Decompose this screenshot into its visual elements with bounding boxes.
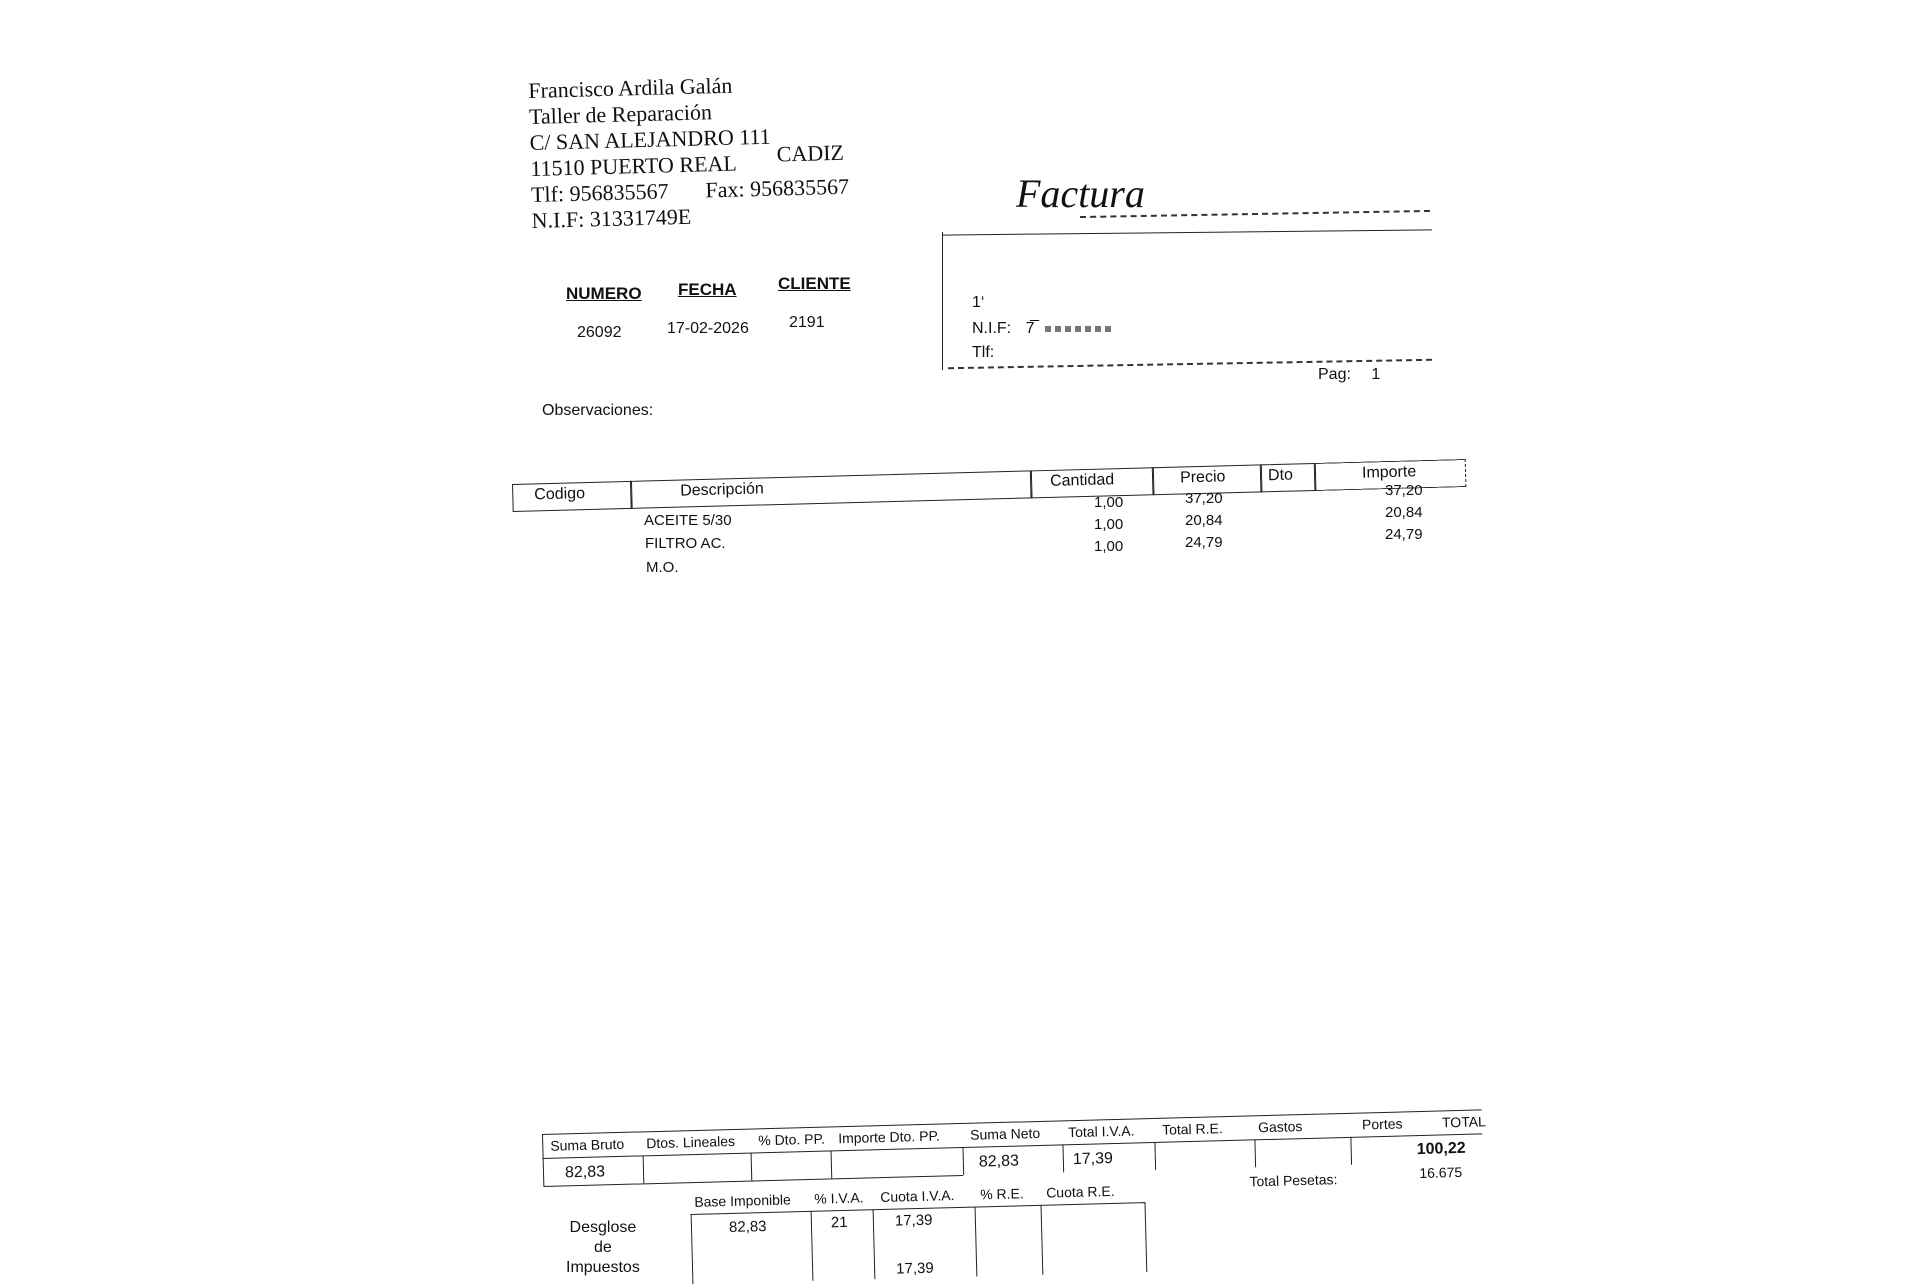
issuer-street: C/ SAN ALEJANDRO 111 [529,123,771,155]
row-3-precio: 24,79 [1185,534,1223,551]
tax-header-pct-re: % R.E. [980,1185,1024,1203]
header-importe: Importe [1361,463,1417,482]
row-1-cantidad: 1,00 [1094,494,1124,511]
row-3-cantidad: 1,00 [1094,538,1124,555]
row-2-precio: 20,84 [1185,512,1223,529]
tax-cuota-iva-value: 17,39 [894,1211,933,1230]
header-descripcion: Descripción [680,480,765,500]
tax-base-value: 82,83 [728,1218,767,1236]
totals-total-iva: 17,39 [1072,1150,1114,1169]
totals-header-total-iva: Total I.V.A. [1067,1122,1135,1141]
totals-header-suma-neto: Suma Neto [969,1124,1041,1143]
doc-title: Factura [1016,171,1145,216]
totals-header-dtos-lineales: Dtos. Lineales [646,1132,736,1152]
tax-header-base: Base Imponible [694,1191,792,1210]
page-label: Pag: [1318,366,1351,383]
totals-header-pct-dto-pp: % Dto. PP. [758,1130,826,1149]
tax-label-line1: Desglose [569,1219,637,1236]
header-dto: Dto [1267,466,1294,485]
row-1-precio: 37,20 [1185,490,1223,507]
issuer-business: Taller de Reparación [528,99,713,129]
issuer-name: Francisco Ardila Galán [528,72,733,103]
cliente-label: CLIENTE [778,274,851,293]
tax-header-cuota-re: Cuota R.E. [1045,1182,1115,1201]
totals-divider-6 [1154,1142,1156,1170]
totals-suma-bruto: 82,83 [564,1163,606,1182]
tax-divider-1 [811,1211,814,1281]
issuer-postcode-city: 11510 PUERTO REAL [530,150,737,181]
totals-divider-2 [751,1153,753,1181]
issuer-phone: Tlf: 956835567 [530,178,669,207]
totals-divider-5 [1062,1144,1064,1172]
totals-pesetas-label: Total Pesetas: [1249,1171,1338,1190]
tax-divider-5 [1144,1202,1147,1272]
totals-divider-4 [962,1147,964,1175]
tax-cuota-iva-total: 17,39 [895,1259,934,1278]
totals-divider-1 [643,1155,645,1183]
totals-total: 100,22 [1416,1139,1466,1159]
totals-pesetas-value: 16.675 [1419,1163,1463,1182]
issuer-block [528,70,850,234]
tax-divider-4 [1041,1205,1044,1275]
tax-pct-iva-value: 21 [830,1213,848,1232]
issuer-nif: N.I.F: 31331749E [531,203,692,233]
totals-divider-3 [831,1150,833,1178]
row-1-descripcion: ACEITE 5/30 [644,512,732,529]
numero-value: 26092 [577,324,622,341]
totals-suma-neto: 82,83 [978,1152,1020,1171]
totals-header-total-re: Total R.E. [1161,1120,1223,1138]
totals-divider-8 [1350,1137,1352,1165]
header-precio: Precio [1179,468,1226,487]
tax-label-line3: Impuestos [566,1259,640,1276]
totals-header-gastos: Gastos [1257,1118,1303,1136]
client-nif-value: 7̅ [1025,320,1035,337]
totals-header-importe-dto-pp: Importe Dto. PP. [838,1127,941,1147]
tax-label-line2: de [594,1239,612,1256]
row-3-descripcion: M.O. [646,559,679,576]
page-number: 1 [1371,366,1381,383]
issuer-province: CADIZ [776,139,845,167]
numero-label: NUMERO [566,284,642,303]
tax-divider-0 [691,1214,694,1284]
row-2-importe: 20,84 [1385,504,1423,521]
tax-divider-2 [873,1209,876,1279]
row-3-importe: 24,79 [1385,526,1423,543]
fecha-label: FECHA [678,280,737,299]
client-box-left-border [942,232,943,370]
issuer-fax: Fax: 956835567 [705,173,850,203]
client-box-top-border [942,229,1432,235]
client-nif-label: N.I.F: [972,320,1012,337]
page-indicator [1318,366,1380,384]
cliente-value: 2191 [789,314,825,331]
observaciones-label: Observaciones: [542,402,654,419]
tax-header-pct-iva: % I.V.A. [814,1189,864,1207]
fecha-value: 17-02-2026 [667,320,749,337]
client-tlf-label: Tlf: [972,344,995,361]
totals-divider-7 [1254,1139,1256,1167]
tax-breakdown-table [690,1178,1152,1278]
client-nif-redacted [1045,326,1115,332]
row-2-descripcion: FILTRO AC. [645,535,726,552]
row-2-cantidad: 1,00 [1094,516,1124,533]
header-cantidad: Cantidad [1049,471,1115,490]
totals-header-total: TOTAL [1441,1113,1487,1131]
tax-header-cuota-iva: Cuota I.V.A. [880,1187,955,1206]
header-codigo: Codigo [534,485,586,504]
tax-breakdown-label [566,1218,640,1278]
tax-divider-3 [975,1207,978,1277]
row-1-importe: 37,20 [1385,482,1423,499]
client-line1: 1‘ [972,294,985,311]
totals-header-suma-bruto: Suma Bruto [550,1135,625,1154]
totals-header-portes: Portes [1361,1115,1403,1133]
client-nif-line [972,320,1034,338]
totals-left-border [542,1134,544,1186]
